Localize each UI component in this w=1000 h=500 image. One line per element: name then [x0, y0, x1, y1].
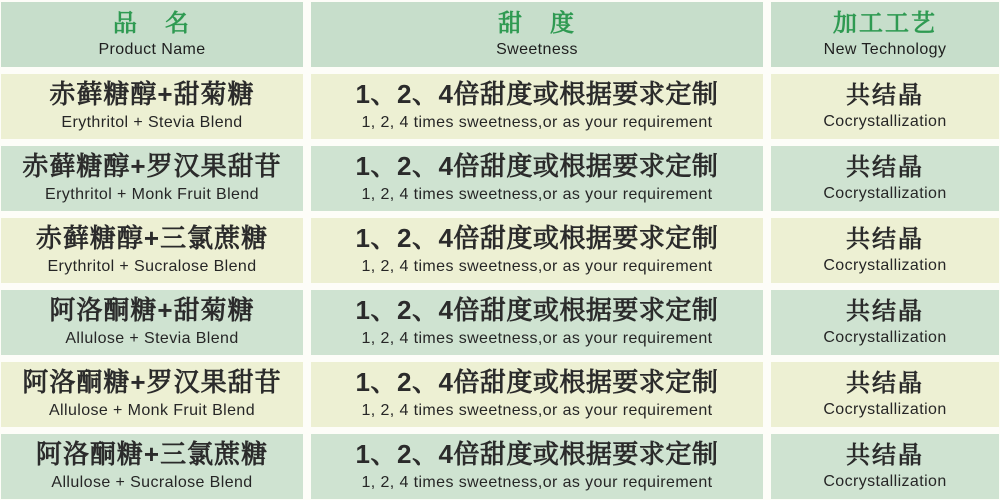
product-name-zh: 阿洛酮糖+甜菊糖 — [49, 295, 255, 326]
sweetness-cell — [311, 74, 763, 139]
product-table — [1, 2, 999, 499]
process-cell — [771, 218, 999, 283]
sweetness-en: 1, 2, 4 times sweetness,or as your requirement — [361, 402, 713, 420]
product-name-zh: 赤藓糖醇+三氯蔗糖 — [35, 223, 269, 254]
product-name-zh: 赤藓糖醇+甜菊糖 — [49, 79, 255, 110]
sweetness-cell — [311, 146, 763, 211]
process-en: Cocrystallization — [823, 401, 947, 419]
product-cell — [1, 146, 303, 211]
process-zh: 共结晶 — [846, 297, 924, 325]
sweetness-zh: 1、2、4倍甜度或根据要求定制 — [355, 223, 719, 254]
product-cell — [1, 290, 303, 355]
process-cell — [771, 74, 999, 139]
process-zh: 共结晶 — [846, 441, 924, 469]
product-name-zh: 阿洛酮糖+罗汉果甜苷 — [22, 367, 282, 398]
product-cell — [1, 74, 303, 139]
process-cell — [771, 290, 999, 355]
sweetness-en: 1, 2, 4 times sweetness,or as your requirement — [361, 474, 713, 492]
sweetness-cell — [311, 434, 763, 499]
process-cell — [771, 146, 999, 211]
header-product — [1, 2, 303, 67]
header-sweetness — [311, 2, 763, 67]
sweetness-en: 1, 2, 4 times sweetness,or as your requirement — [361, 330, 713, 348]
header-product-zh: 品 名 — [113, 10, 191, 37]
sweetness-zh: 1、2、4倍甜度或根据要求定制 — [355, 439, 719, 470]
header-product-en: Product Name — [98, 40, 206, 58]
sweetness-zh: 1、2、4倍甜度或根据要求定制 — [355, 151, 719, 182]
process-cell — [771, 362, 999, 427]
process-en: Cocrystallization — [823, 113, 947, 131]
product-name-en: Allulose + Stevia Blend — [65, 330, 239, 348]
product-name-en: Erythritol + Sucralose Blend — [47, 258, 257, 276]
process-en: Cocrystallization — [823, 257, 947, 275]
product-name-en: Erythritol + Stevia Blend — [61, 114, 243, 132]
product-name-zh: 赤藓糖醇+罗汉果甜苷 — [22, 151, 282, 182]
sweetness-en: 1, 2, 4 times sweetness,or as your requirement — [361, 114, 713, 132]
process-zh: 共结晶 — [846, 81, 924, 109]
sweetness-cell — [311, 290, 763, 355]
sweetness-zh: 1、2、4倍甜度或根据要求定制 — [355, 295, 719, 326]
header-sweetness-zh: 甜 度 — [498, 10, 576, 37]
product-name-en: Erythritol + Monk Fruit Blend — [45, 186, 259, 204]
process-en: Cocrystallization — [823, 185, 947, 203]
product-name-en: Allulose + Sucralose Blend — [51, 474, 253, 492]
sweetness-zh: 1、2、4倍甜度或根据要求定制 — [355, 367, 719, 398]
header-sweetness-en: Sweetness — [496, 40, 578, 58]
product-cell — [1, 218, 303, 283]
product-cell — [1, 362, 303, 427]
process-en: Cocrystallization — [823, 473, 947, 491]
process-zh: 共结晶 — [846, 225, 924, 253]
process-zh: 共结晶 — [846, 153, 924, 181]
process-zh: 共结晶 — [846, 369, 924, 397]
product-cell — [1, 434, 303, 499]
sweetness-cell — [311, 362, 763, 427]
product-name-zh: 阿洛酮糖+三氯蔗糖 — [35, 439, 269, 470]
sweetness-zh: 1、2、4倍甜度或根据要求定制 — [355, 79, 719, 110]
process-cell — [771, 434, 999, 499]
process-en: Cocrystallization — [823, 329, 947, 347]
product-name-en: Allulose + Monk Fruit Blend — [48, 402, 255, 420]
sweetness-en: 1, 2, 4 times sweetness,or as your requirement — [361, 258, 713, 276]
sweetness-en: 1, 2, 4 times sweetness,or as your requirement — [361, 186, 713, 204]
header-process-en: New Technology — [823, 40, 947, 58]
header-process — [771, 2, 999, 67]
header-process-zh: 加工工艺 — [833, 10, 937, 37]
sweetness-cell — [311, 218, 763, 283]
